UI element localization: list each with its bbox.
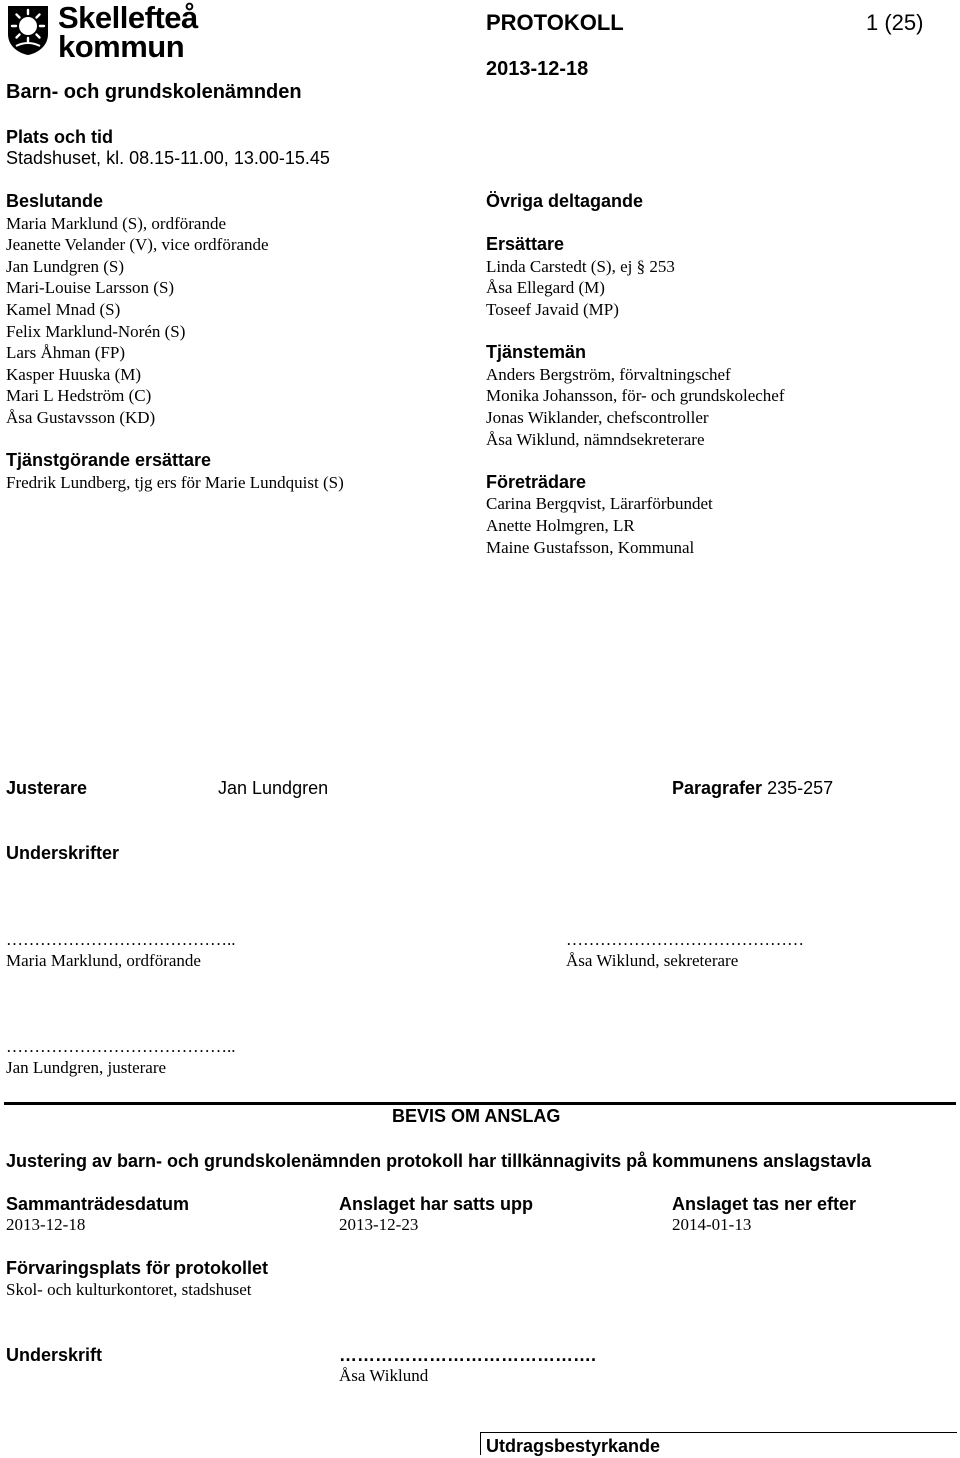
notice-divider [4,1102,956,1105]
signature-line-adjuster: ………………………………….. [6,1037,236,1056]
paragraphs-range: 235-257 [767,778,834,798]
deciding-member: Kasper Huuska (M) [6,364,142,384]
official: Åsa Wiklund, nämndsekreterare [486,429,705,449]
representatives-heading: Företrädare [486,471,587,492]
others-heading: Övriga deltagande [486,191,644,211]
place-heading: Plats och tid [6,127,114,147]
logo-line2: kommun [58,29,185,64]
substitutes-heading: Ersättare [486,234,565,255]
officials-heading: Tjänstemän [486,342,587,363]
signature-line-secretary: …………………………………… [566,930,804,949]
adjuster-name: Jan Lundgren [218,778,329,798]
signature-name-adjuster: Jan Lundgren, justerare [6,1058,167,1077]
place-text: Stadshuset, kl. 08.15-11.00, 13.00-15.45 [6,148,330,168]
representative: Carina Bergqvist, Lärarförbundet [486,494,713,514]
page-number: 1 (25) [866,10,924,35]
deciding-member: Mari L Hedström (C) [6,386,152,406]
logo-line1: Skellefteå [58,0,198,35]
deciding-member: Lars Åhman (FP) [6,343,125,363]
serving-substitute: Fredrik Lundberg, tjg ers för Marie Lundquist (S) [6,472,344,492]
deciding-member: Åsa Gustavsson (KD) [6,407,156,427]
deciding-heading: Beslutande [6,191,104,211]
removed-date: 2014-01-13 [672,1215,752,1234]
representative: Anette Holmgren, LR [486,515,635,535]
signature-name-secretary: Åsa Wiklund, sekreterare [566,951,739,970]
deciding-member: Maria Marklund (S), ordförande [6,213,226,233]
document-type: PROTOKOLL [486,10,624,35]
deciding-member: Jeanette Velander (V), vice ordförande [6,235,269,255]
notice-signature-name: Åsa Wiklund [339,1366,429,1385]
signature-line-chair: ………………………………….. [6,930,236,949]
coat-of-arms-icon [6,4,50,56]
storage-label: Förvaringsplats för protokollet [6,1258,269,1278]
removed-label: Anslaget tas ner efter [672,1194,857,1214]
posted-label: Anslaget har satts upp [339,1194,534,1214]
storage-value: Skol- och kulturkontoret, stadshuset [6,1280,252,1299]
footer-label: Utdragsbestyrkande [486,1436,661,1456]
committee-name: Barn- och grundskolenämnden [6,81,302,103]
adjuster-label: Justerare [6,778,88,798]
substitute: Linda Carstedt (S), ej § 253 [486,256,675,276]
deciding-member: Felix Marklund-Norén (S) [6,321,186,341]
substitute: Åsa Ellegard (M) [486,278,605,298]
signatures-heading: Underskrifter [6,843,120,863]
paragraphs [672,778,833,799]
notice-title: BEVIS OM ANSLAG [392,1106,561,1126]
deciding-member: Jan Lundgren (S) [6,256,125,276]
deciding-member: Mari-Louise Larsson (S) [6,278,175,298]
official: Anders Bergström, förvaltningschef [486,364,731,384]
substitute: Toseef Javaid (MP) [486,299,619,319]
municipality-logo [6,0,206,64]
others-section [486,191,785,558]
official: Monika Johansson, för- och grundskolechef [486,386,785,406]
deciding-member: Kamel Mnad (S) [6,299,121,319]
meeting-date-value: 2013-12-18 [6,1215,86,1234]
signature-name-chair: Maria Marklund, ordförande [6,951,201,970]
serving-substitutes-heading: Tjänstgörande ersättare [6,450,212,471]
meeting-date-label: Sammanträdesdatum [6,1194,190,1214]
signature-label: Underskrift [6,1345,103,1365]
paragraphs-label: Paragrafer [672,778,763,798]
meeting-date: 2013-12-18 [486,58,589,80]
official: Jonas Wiklander, chefscontroller [486,407,709,427]
deciding-section [6,191,344,493]
notice-statement: Justering av barn- och grundskolenämnden protokoll har tillkännagivits på kommunens anslagstavla [6,1151,872,1171]
notice-signature-line: ……………………………………. [339,1345,597,1365]
posted-date: 2013-12-23 [339,1215,419,1234]
representative: Maine Gustafsson, Kommunal [486,537,695,557]
